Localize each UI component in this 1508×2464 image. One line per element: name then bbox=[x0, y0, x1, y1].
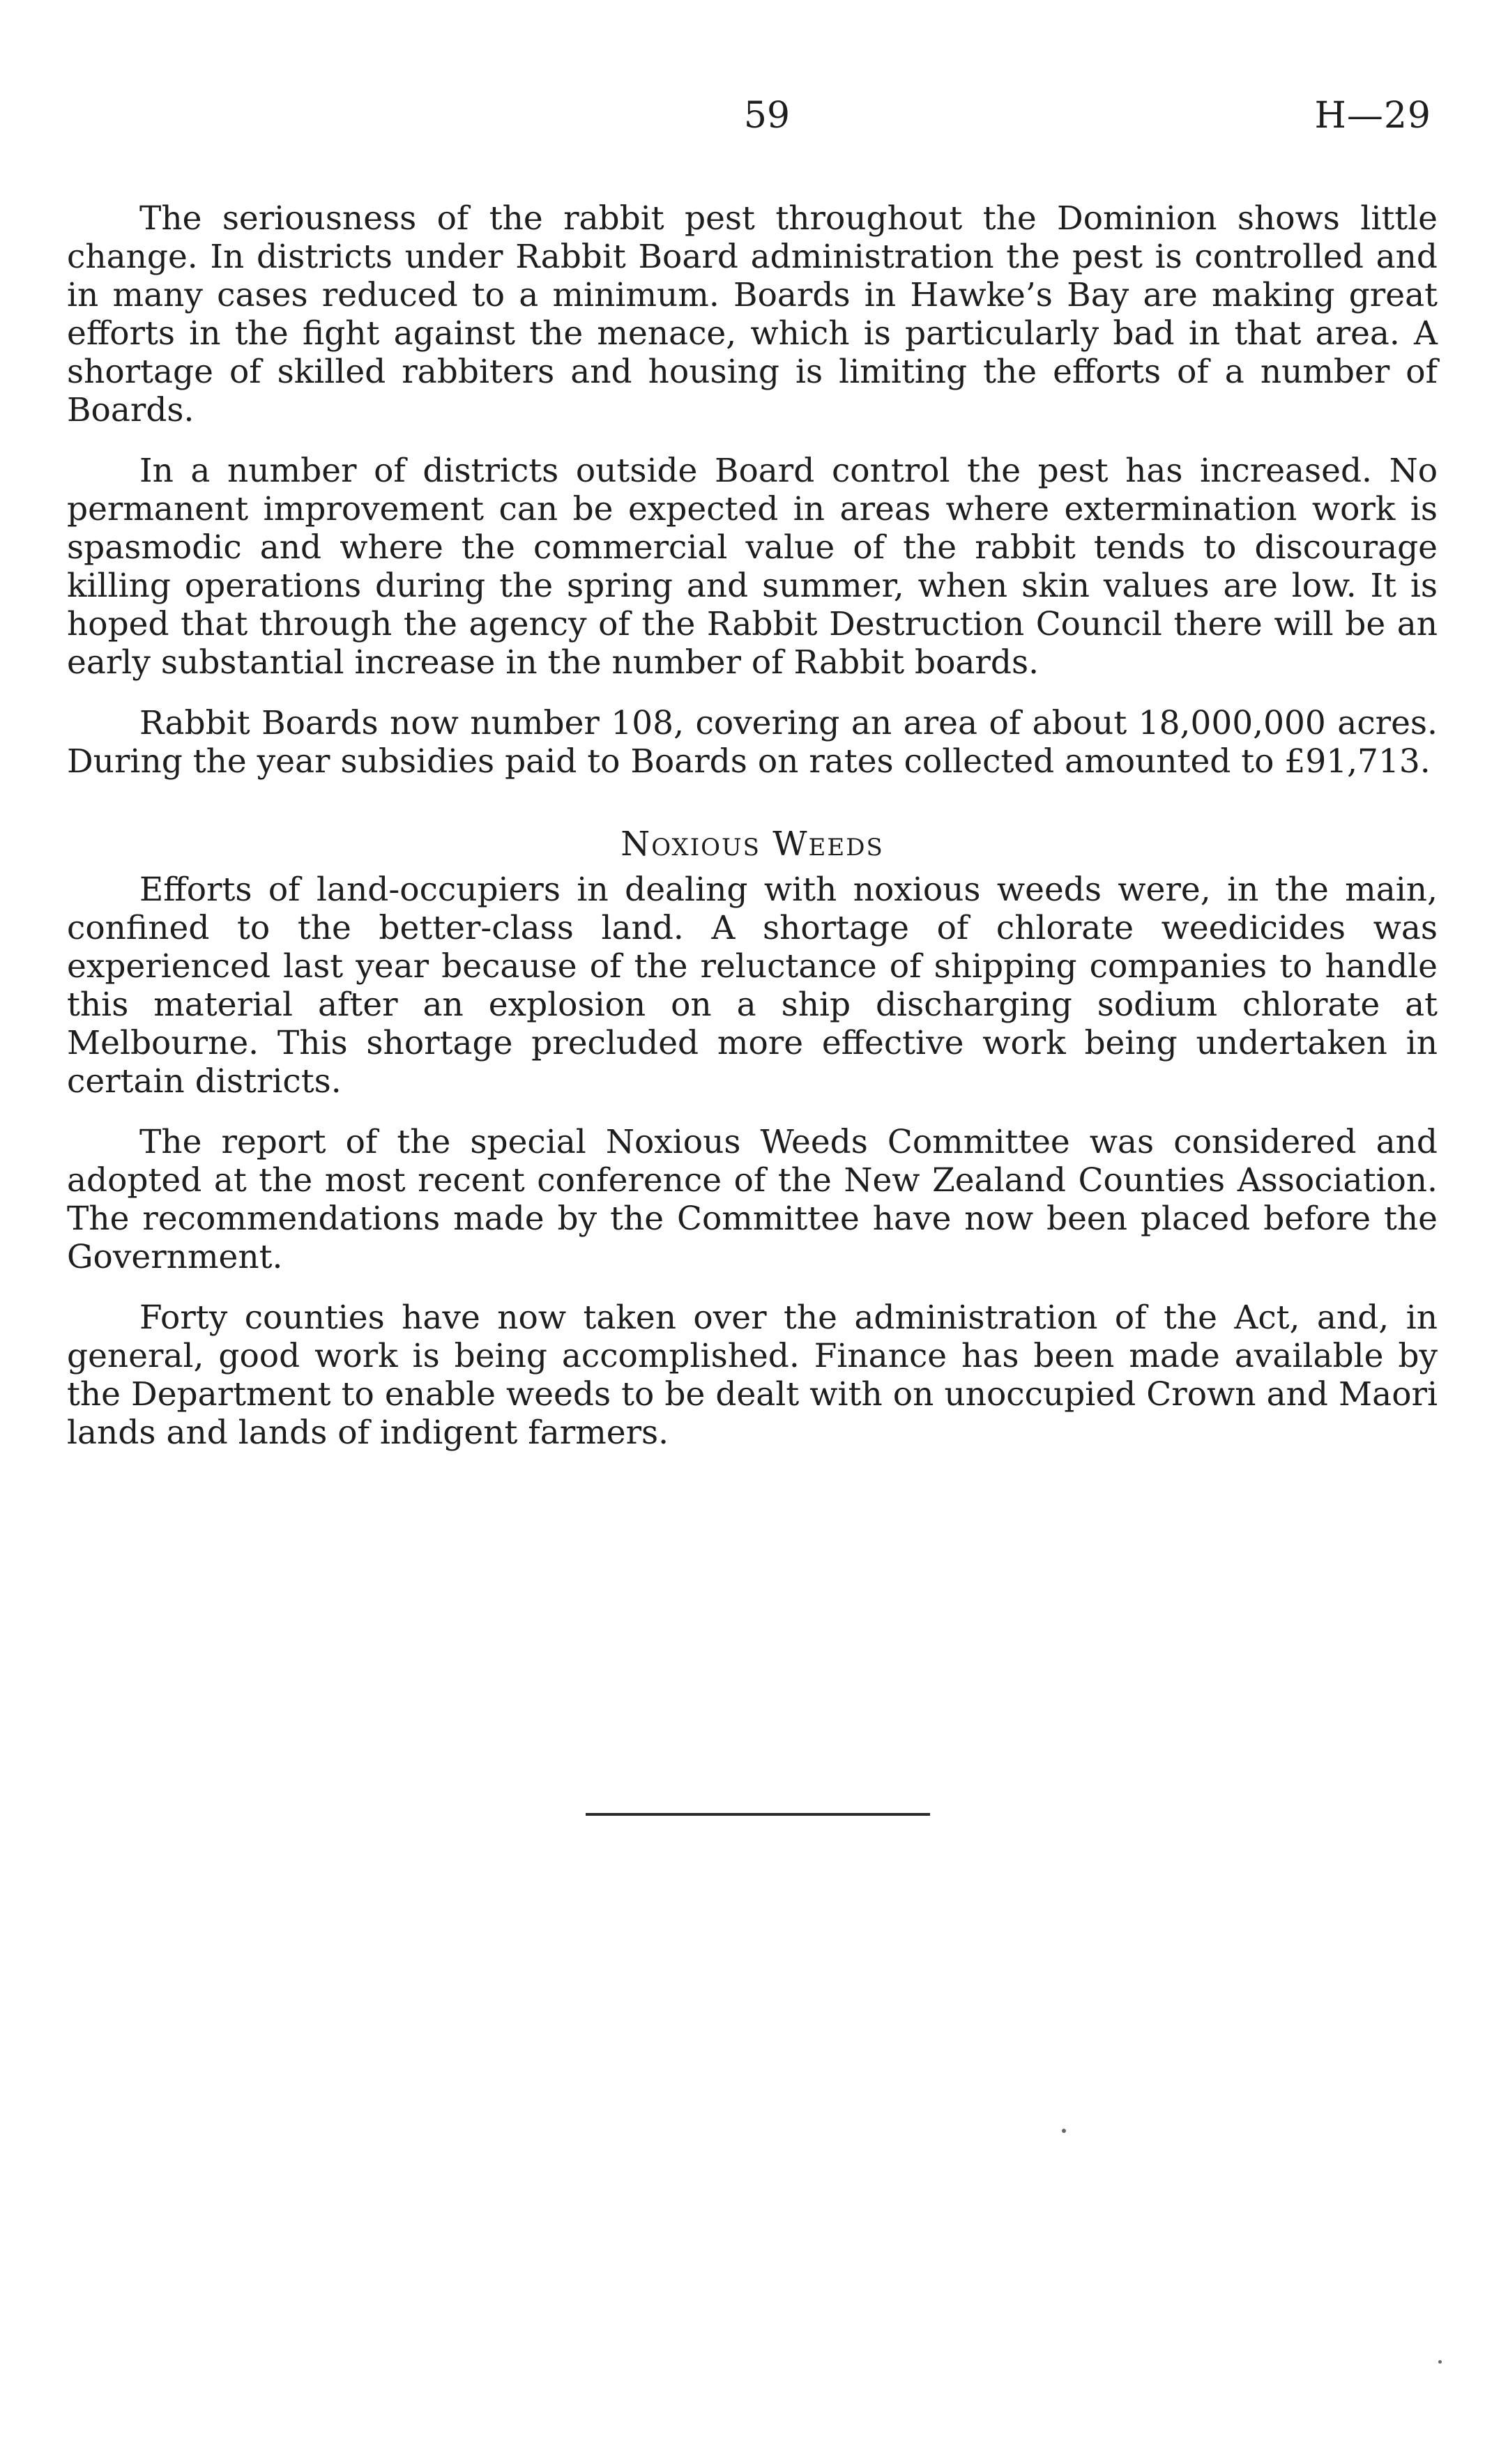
scan-speck bbox=[1062, 2129, 1066, 2133]
page-number: 59 bbox=[743, 95, 791, 137]
section-heading-noxious-weeds: Noxious Weeds bbox=[620, 825, 884, 864]
body-text bbox=[67, 199, 1438, 1474]
paragraph-committee-report: The report of the special Noxious Weeds Committee was considered and adopted at the most recent conference of the New Zealand Counties Association. The recommendations made by the Committee have now been placed before the Government. bbox=[67, 1123, 1438, 1276]
end-rule bbox=[586, 1813, 930, 1816]
scan-speck bbox=[1438, 2360, 1442, 2364]
paragraph-noxious-weeds-efforts: Efforts of land-occupiers in dealing with noxious weeds were, in the main, confined to the better-class land. A shortage of chlorate weedicides was experienced last year because of the reluctance of shipping companies to handle this material after an explosion on a ship discharging sodium chlorate at Melbourne. This shortage precluded more effective work being undertaken in certain districts. bbox=[67, 871, 1438, 1101]
paragraph-rabbit-boards: Rabbit Boards now number 108, covering an area of about 18,000,000 acres. During the year subsidies paid to Boards on rates collected amounted to £91,713. bbox=[67, 704, 1438, 781]
paragraph-forty-counties: Forty counties have now taken over the administration of the Act, and, in general, good work is being accomplished. Finance has been made available by the Department to enable weeds to be dealt with on unoccupied Crown and Maori lands and lands of indigent farmers. bbox=[67, 1299, 1438, 1452]
document-reference: H—29 bbox=[1314, 95, 1431, 137]
paragraph-rabbit-pest: The seriousness of the rabbit pest throughout the Dominion shows little change. In districts under Rabbit Board administration the pest is controlled and in many cases reduced to a minimum. Boards in Hawke’s Bay are making great efforts in the fight against the menace, which is particularly bad in that area. A shortage of skilled rabbiters and housing is limiting the efforts of a number of Boards. bbox=[67, 199, 1438, 429]
paragraph-outside-board-control: In a number of districts outside Board control the pest has increased. No permanent improvement can be expected in areas where extermination work is spasmodic and where the commercial value of the rabbit tends to discourage killing operations during the spring and summer, when skin values are low. It is hoped that through the agency of the Rabbit Destruction Council there will be an early substantial increase in the number of Rabbit boards. bbox=[67, 452, 1438, 682]
